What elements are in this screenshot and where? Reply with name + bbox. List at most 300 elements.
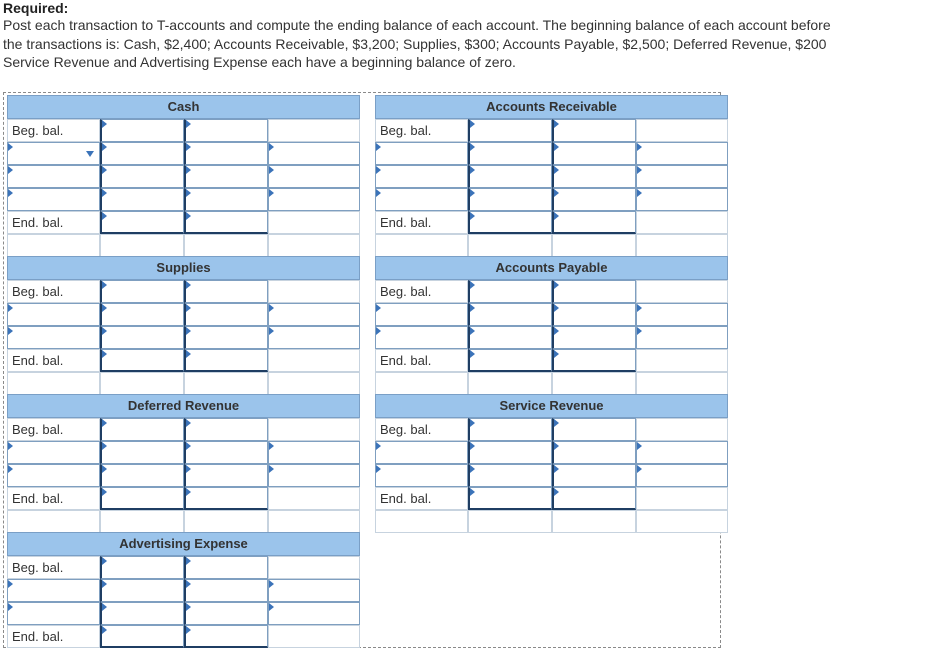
input-marker-icon (102, 557, 107, 565)
entry-row (7, 602, 360, 625)
input-marker-icon (186, 327, 191, 335)
input-marker-icon (102, 281, 107, 289)
label-cell (375, 211, 468, 234)
input-marker-icon (554, 189, 559, 197)
debit-amount-input[interactable] (468, 326, 552, 349)
empty-cell (268, 349, 360, 372)
empty-cell (268, 418, 360, 441)
debit-amount-input[interactable] (468, 303, 552, 326)
credit-amount-input[interactable] (552, 142, 636, 165)
debit-amount-input[interactable] (100, 418, 184, 441)
debit-reference-select[interactable] (7, 188, 100, 211)
credit-amount-input[interactable] (184, 487, 268, 510)
instructions (3, 0, 933, 72)
input-marker-icon (186, 465, 191, 473)
empty-cell (268, 625, 360, 648)
end-row (375, 487, 728, 510)
input-marker-icon (637, 166, 642, 174)
credit-amount-input[interactable] (184, 349, 268, 372)
input-marker-icon (102, 143, 107, 151)
credit-amount-input[interactable] (552, 188, 636, 211)
credit-amount-input[interactable] (184, 625, 268, 648)
input-marker-icon (186, 603, 191, 611)
spacer-cell (636, 372, 728, 395)
beg-row (7, 556, 360, 579)
debit-amount-input[interactable] (100, 303, 184, 326)
input-marker-icon (102, 603, 107, 611)
input-marker-icon (269, 166, 274, 174)
input-marker-icon (554, 465, 559, 473)
instruction-line-1: Post each transaction to T-accounts and compute the ending balance of each account. The beginning balance of each account before (3, 17, 831, 33)
input-marker-icon (269, 465, 274, 473)
input-marker-icon (554, 488, 559, 496)
debit-amount-input[interactable] (468, 349, 552, 372)
input-marker-icon (470, 304, 475, 312)
account-title-deferred-revenue: Deferred Revenue (7, 394, 360, 418)
blank-row (7, 510, 360, 533)
account-title-accounts-payable: Accounts Payable (375, 256, 728, 280)
spacer-cell (552, 372, 636, 395)
credit-reference-select[interactable] (268, 303, 360, 326)
input-marker-icon (8, 442, 13, 450)
input-marker-icon (470, 166, 475, 174)
credit-amount-input[interactable] (552, 326, 636, 349)
debit-amount-input[interactable] (100, 165, 184, 188)
input-marker-icon (470, 488, 475, 496)
credit-reference-select[interactable] (268, 188, 360, 211)
input-marker-icon (554, 442, 559, 450)
spacer-cell (552, 234, 636, 257)
spacer-cell (100, 510, 184, 533)
account-title-supplies: Supplies (7, 256, 360, 280)
spacer-cell (7, 372, 100, 395)
input-marker-icon (186, 143, 191, 151)
debit-reference-select[interactable] (375, 188, 468, 211)
input-marker-icon (186, 557, 191, 565)
debit-reference-select[interactable] (375, 464, 468, 487)
empty-cell (636, 211, 728, 234)
input-marker-icon (8, 465, 13, 473)
spacer-cell (268, 510, 360, 533)
debit-reference-select[interactable] (375, 165, 468, 188)
input-marker-icon (637, 304, 642, 312)
credit-reference-select[interactable] (268, 602, 360, 625)
input-marker-icon (470, 281, 475, 289)
input-marker-icon (637, 465, 642, 473)
credit-reference-select[interactable] (636, 142, 728, 165)
debit-reference-select[interactable] (7, 326, 100, 349)
label-cell (375, 487, 468, 510)
blank-row (7, 234, 360, 257)
input-marker-icon (470, 212, 475, 220)
end-row (375, 349, 728, 372)
spacer-cell (7, 510, 100, 533)
spacer-cell (468, 234, 552, 257)
empty-cell (636, 119, 728, 142)
debit-amount-input[interactable] (468, 441, 552, 464)
ending-balance-label: End. bal. (380, 491, 432, 506)
beginning-balance-label: Beg. bal. (12, 284, 64, 299)
debit-amount-input[interactable] (100, 349, 184, 372)
spacer-cell (468, 372, 552, 395)
credit-reference-select[interactable] (268, 579, 360, 602)
empty-cell (636, 418, 728, 441)
input-marker-icon (102, 419, 107, 427)
credit-amount-input[interactable] (552, 418, 636, 441)
ending-balance-label: End. bal. (12, 215, 64, 230)
debit-amount-input[interactable] (100, 188, 184, 211)
spacer-cell (184, 372, 268, 395)
input-marker-icon (102, 350, 107, 358)
instruction-line-3: Service Revenue and Advertising Expense each have a beginning balance of zero. (3, 54, 516, 70)
spacer-cell (268, 372, 360, 395)
spacer-cell (636, 234, 728, 257)
label-cell (375, 418, 468, 441)
credit-amount-input[interactable] (184, 326, 268, 349)
label-cell (7, 556, 100, 579)
input-marker-icon (637, 327, 642, 335)
input-marker-icon (554, 143, 559, 151)
input-marker-icon (637, 189, 642, 197)
entry-row (375, 464, 728, 487)
credit-amount-input[interactable] (184, 441, 268, 464)
beginning-balance-label: Beg. bal. (380, 284, 432, 299)
input-marker-icon (8, 166, 13, 174)
spacer-cell (552, 510, 636, 533)
input-marker-icon (554, 419, 559, 427)
debit-amount-input[interactable] (468, 464, 552, 487)
input-marker-icon (102, 304, 107, 312)
input-marker-icon (376, 304, 381, 312)
input-marker-icon (470, 327, 475, 335)
debit-amount-input[interactable] (100, 142, 184, 165)
credit-amount-input[interactable] (184, 556, 268, 579)
label-cell (7, 211, 100, 234)
input-marker-icon (470, 465, 475, 473)
input-marker-icon (554, 120, 559, 128)
entry-row (7, 464, 360, 487)
input-marker-icon (376, 327, 381, 335)
input-marker-icon (186, 120, 191, 128)
spacer-cell (268, 234, 360, 257)
input-marker-icon (554, 304, 559, 312)
spacer-cell (184, 510, 268, 533)
ending-balance-label: End. bal. (12, 353, 64, 368)
spacer-cell (375, 234, 468, 257)
input-marker-icon (186, 212, 191, 220)
empty-cell (268, 487, 360, 510)
entry-row (7, 303, 360, 326)
input-marker-icon (102, 212, 107, 220)
account-title-service-revenue: Service Revenue (375, 394, 728, 418)
label-cell (7, 349, 100, 372)
input-marker-icon (186, 166, 191, 174)
debit-reference-select[interactable] (7, 441, 100, 464)
credit-amount-input[interactable] (184, 418, 268, 441)
input-marker-icon (269, 143, 274, 151)
beg-row (375, 119, 728, 142)
label-cell (7, 418, 100, 441)
credit-reference-select[interactable] (268, 441, 360, 464)
account-title-advertising-expense: Advertising Expense (7, 532, 360, 556)
input-marker-icon (470, 419, 475, 427)
debit-amount-input[interactable] (100, 441, 184, 464)
input-marker-icon (269, 327, 274, 335)
debit-amount-input[interactable] (100, 280, 184, 303)
input-marker-icon (8, 327, 13, 335)
blank-row (375, 234, 728, 257)
ending-balance-label: End. bal. (380, 353, 432, 368)
beg-row (7, 119, 360, 142)
dropdown-arrow-icon[interactable] (86, 151, 94, 157)
end-row (7, 625, 360, 648)
entry-row (7, 326, 360, 349)
label-cell (7, 280, 100, 303)
beginning-balance-label: Beg. bal. (12, 123, 64, 138)
credit-reference-select[interactable] (636, 326, 728, 349)
label-cell (7, 119, 100, 142)
entry-row (7, 579, 360, 602)
ending-balance-label: End. bal. (12, 629, 64, 644)
beginning-balance-label: Beg. bal. (12, 560, 64, 575)
credit-reference-select[interactable] (268, 165, 360, 188)
input-marker-icon (470, 120, 475, 128)
input-marker-icon (637, 143, 642, 151)
debit-reference-select[interactable] (375, 303, 468, 326)
ending-balance-label: End. bal. (12, 491, 64, 506)
blank-row (375, 372, 728, 395)
label-cell (375, 119, 468, 142)
spacer-cell (100, 234, 184, 257)
input-marker-icon (637, 442, 642, 450)
debit-amount-input[interactable] (100, 119, 184, 142)
input-marker-icon (186, 189, 191, 197)
credit-reference-select[interactable] (636, 165, 728, 188)
credit-amount-input[interactable] (184, 165, 268, 188)
beg-row (7, 280, 360, 303)
debit-amount-input[interactable] (100, 602, 184, 625)
end-row (7, 349, 360, 372)
empty-cell (268, 280, 360, 303)
empty-cell (268, 211, 360, 234)
entry-row (375, 142, 728, 165)
spacer-cell (375, 510, 468, 533)
debit-amount-input[interactable] (100, 326, 184, 349)
label-cell (7, 625, 100, 648)
spacer-cell (468, 510, 552, 533)
entry-row (375, 165, 728, 188)
input-marker-icon (8, 603, 13, 611)
input-marker-icon (102, 626, 107, 634)
input-marker-icon (102, 442, 107, 450)
debit-amount-input[interactable] (468, 211, 552, 234)
debit-amount-input[interactable] (100, 464, 184, 487)
blank-row (7, 372, 360, 395)
debit-reference-select[interactable] (375, 142, 468, 165)
input-marker-icon (8, 189, 13, 197)
credit-amount-input[interactable] (184, 211, 268, 234)
input-marker-icon (102, 120, 107, 128)
spacer-cell (375, 372, 468, 395)
end-row (7, 487, 360, 510)
input-marker-icon (376, 442, 381, 450)
debit-reference-select[interactable] (7, 303, 100, 326)
account-title-cash: Cash (7, 95, 360, 119)
beg-row (375, 280, 728, 303)
input-marker-icon (554, 350, 559, 358)
credit-reference-select[interactable] (636, 441, 728, 464)
required-heading: Required: (3, 0, 69, 16)
end-row (375, 211, 728, 234)
credit-amount-input[interactable] (552, 211, 636, 234)
debit-amount-input[interactable] (468, 188, 552, 211)
input-marker-icon (186, 580, 191, 588)
input-marker-icon (102, 166, 107, 174)
input-marker-icon (102, 465, 107, 473)
account-title-accounts-receivable: Accounts Receivable (375, 95, 728, 119)
credit-amount-input[interactable] (552, 119, 636, 142)
input-marker-icon (554, 212, 559, 220)
input-marker-icon (376, 166, 381, 174)
blank-row (375, 510, 728, 533)
input-marker-icon (376, 465, 381, 473)
debit-reference-select[interactable] (7, 464, 100, 487)
debit-amount-input[interactable] (468, 119, 552, 142)
entry-row (7, 441, 360, 464)
empty-cell (636, 487, 728, 510)
credit-reference-select[interactable] (268, 326, 360, 349)
input-marker-icon (186, 488, 191, 496)
empty-cell (636, 349, 728, 372)
input-marker-icon (269, 189, 274, 197)
credit-amount-input[interactable] (552, 487, 636, 510)
input-marker-icon (186, 419, 191, 427)
input-marker-icon (269, 304, 274, 312)
input-marker-icon (186, 304, 191, 312)
input-marker-icon (102, 189, 107, 197)
input-marker-icon (269, 580, 274, 588)
debit-amount-input[interactable] (100, 556, 184, 579)
entry-row (7, 142, 360, 165)
debit-amount-input[interactable] (468, 280, 552, 303)
debit-reference-select[interactable] (375, 326, 468, 349)
input-marker-icon (269, 442, 274, 450)
credit-amount-input[interactable] (184, 188, 268, 211)
credit-reference-select[interactable] (268, 464, 360, 487)
debit-reference-select[interactable] (375, 441, 468, 464)
input-marker-icon (8, 143, 13, 151)
input-marker-icon (186, 626, 191, 634)
debit-amount-input[interactable] (100, 625, 184, 648)
input-marker-icon (376, 189, 381, 197)
entry-row (375, 188, 728, 211)
entry-row (375, 303, 728, 326)
input-marker-icon (554, 281, 559, 289)
credit-amount-input[interactable] (552, 165, 636, 188)
debit-amount-input[interactable] (468, 165, 552, 188)
entry-row (7, 188, 360, 211)
credit-amount-input[interactable] (184, 602, 268, 625)
end-row (7, 211, 360, 234)
debit-reference-select[interactable] (7, 579, 100, 602)
debit-amount-input[interactable] (468, 142, 552, 165)
input-marker-icon (186, 442, 191, 450)
credit-reference-select[interactable] (636, 188, 728, 211)
debit-amount-input[interactable] (468, 487, 552, 510)
input-marker-icon (376, 143, 381, 151)
input-marker-icon (102, 327, 107, 335)
input-marker-icon (554, 327, 559, 335)
credit-amount-input[interactable] (184, 579, 268, 602)
debit-reference-select[interactable] (7, 142, 100, 165)
input-marker-icon (8, 304, 13, 312)
beginning-balance-label: Beg. bal. (12, 422, 64, 437)
credit-amount-input[interactable] (552, 349, 636, 372)
debit-reference-select[interactable] (7, 602, 100, 625)
empty-cell (268, 556, 360, 579)
credit-amount-input[interactable] (552, 441, 636, 464)
credit-amount-input[interactable] (184, 464, 268, 487)
beginning-balance-label: Beg. bal. (380, 123, 432, 138)
input-marker-icon (554, 166, 559, 174)
input-marker-icon (269, 603, 274, 611)
input-marker-icon (470, 442, 475, 450)
ending-balance-label: End. bal. (380, 215, 432, 230)
input-marker-icon (102, 580, 107, 588)
label-cell (375, 349, 468, 372)
t-accounts-grid (3, 92, 721, 648)
debit-amount-input[interactable] (468, 418, 552, 441)
debit-reference-select[interactable] (7, 165, 100, 188)
entry-row (375, 441, 728, 464)
input-marker-icon (8, 580, 13, 588)
spacer-cell (636, 510, 728, 533)
beg-row (375, 418, 728, 441)
input-marker-icon (470, 350, 475, 358)
credit-reference-select[interactable] (268, 142, 360, 165)
instruction-line-2: the transactions is: Cash, $2,400; Accounts Receivable, $3,200; Supplies, $300; Accounts Payable, $2,500; Deferred Revenue, $200 (3, 35, 827, 52)
credit-reference-select[interactable] (636, 464, 728, 487)
credit-reference-select[interactable] (636, 303, 728, 326)
entry-row (7, 165, 360, 188)
credit-amount-input[interactable] (184, 142, 268, 165)
credit-amount-input[interactable] (552, 280, 636, 303)
debit-amount-input[interactable] (100, 211, 184, 234)
beg-row (7, 418, 360, 441)
credit-amount-input[interactable] (184, 303, 268, 326)
input-marker-icon (470, 143, 475, 151)
spacer-cell (7, 234, 100, 257)
label-cell (375, 280, 468, 303)
debit-amount-input[interactable] (100, 579, 184, 602)
empty-cell (636, 280, 728, 303)
input-marker-icon (102, 488, 107, 496)
credit-amount-input[interactable] (552, 464, 636, 487)
credit-amount-input[interactable] (552, 303, 636, 326)
input-marker-icon (470, 189, 475, 197)
debit-amount-input[interactable] (100, 487, 184, 510)
label-cell (7, 487, 100, 510)
credit-amount-input[interactable] (184, 280, 268, 303)
spacer-cell (100, 372, 184, 395)
empty-cell (268, 119, 360, 142)
input-marker-icon (186, 281, 191, 289)
input-marker-icon (186, 350, 191, 358)
beginning-balance-label: Beg. bal. (380, 422, 432, 437)
entry-row (375, 326, 728, 349)
spacer-cell (184, 234, 268, 257)
credit-amount-input[interactable] (184, 119, 268, 142)
